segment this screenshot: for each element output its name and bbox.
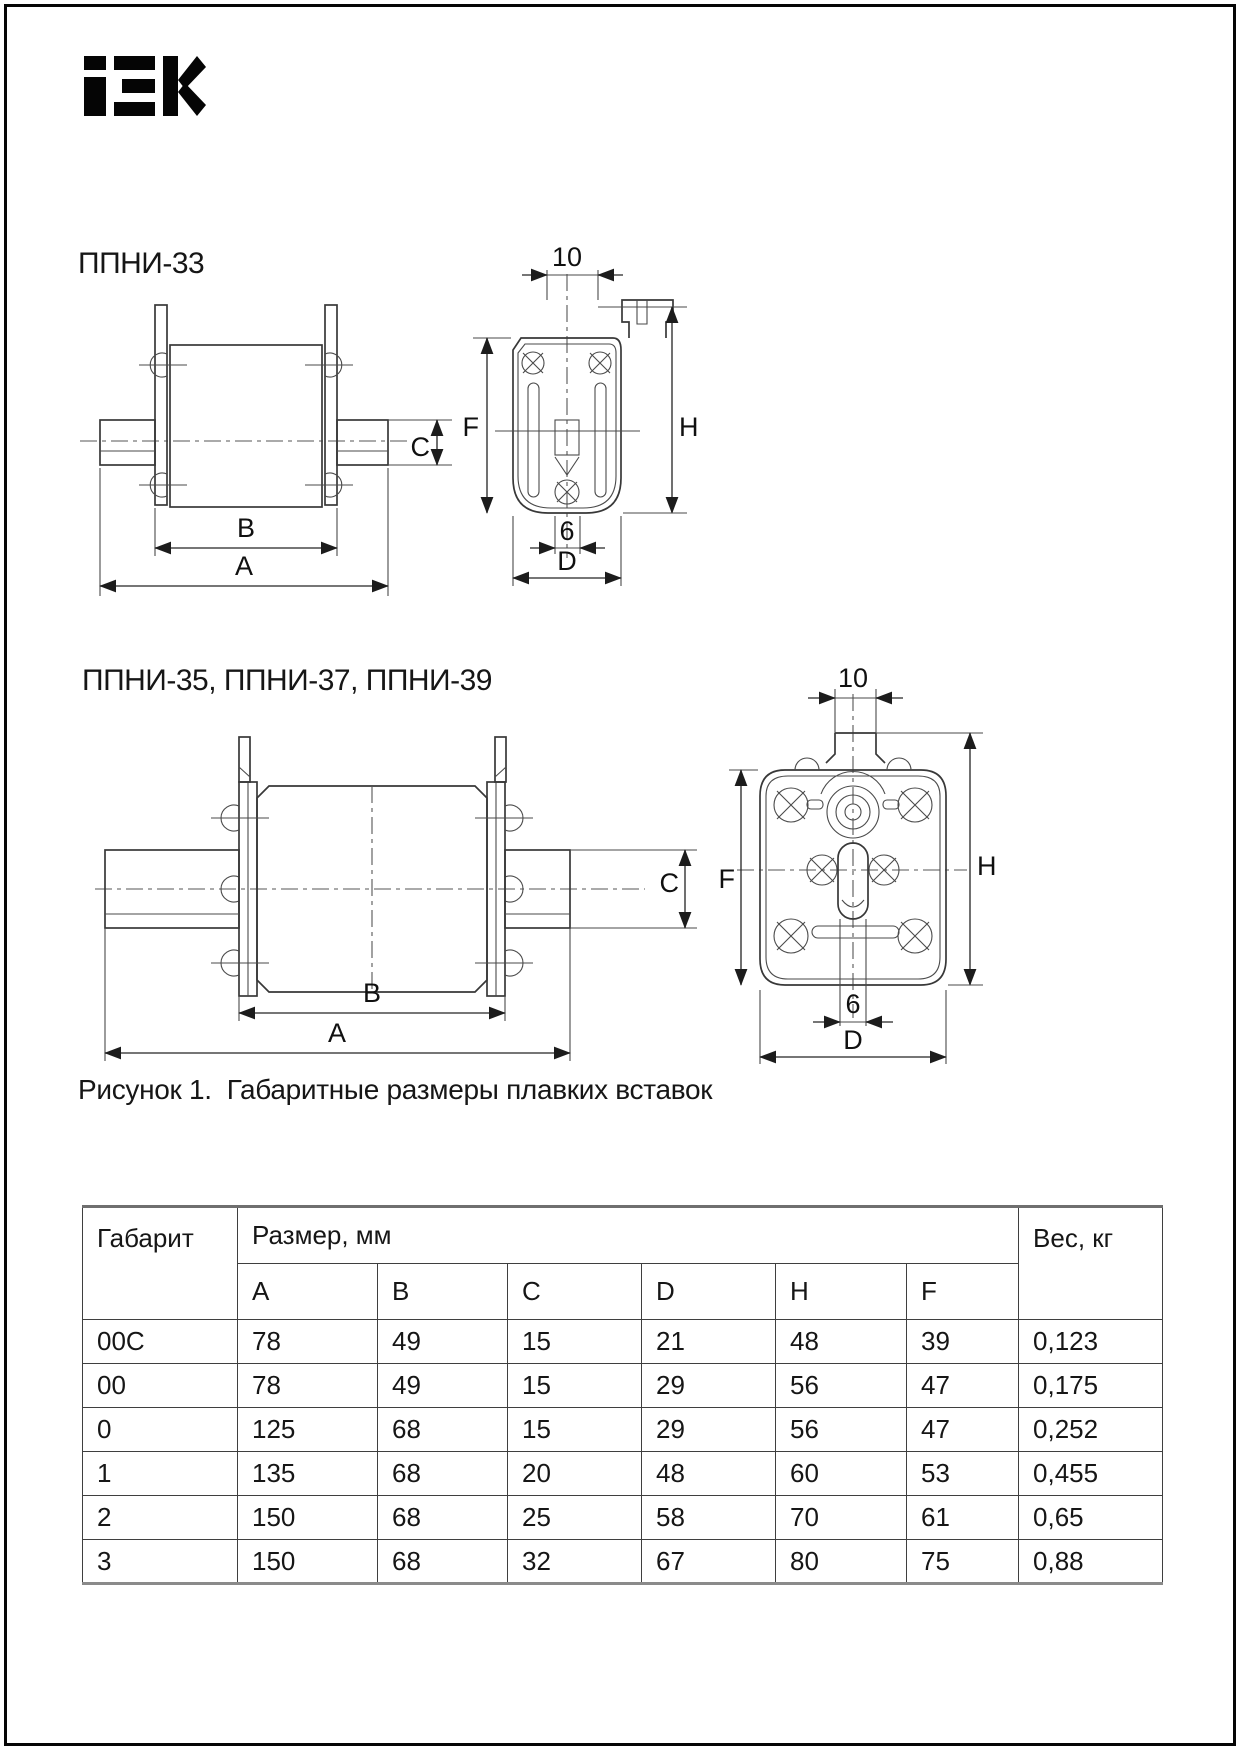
table-cell: 0,65	[1019, 1496, 1163, 1540]
col-header-h: H	[776, 1264, 907, 1320]
table-cell: 61	[907, 1496, 1019, 1540]
col-header-d: D	[642, 1264, 776, 1320]
table-cell: 58	[642, 1496, 776, 1540]
table-cell: 00C	[83, 1320, 238, 1364]
table-cell: 20	[508, 1452, 642, 1496]
table-cell: 56	[776, 1364, 907, 1408]
table-cell: 47	[907, 1364, 1019, 1408]
table-row	[83, 1496, 1163, 1540]
table-cell: 67	[642, 1540, 776, 1584]
table-cell: 68	[378, 1540, 508, 1584]
table-cell: 75	[907, 1540, 1019, 1584]
col-header-a: A	[238, 1264, 378, 1320]
ppni-33-side-view	[80, 305, 410, 507]
dim-label-d: D	[843, 1025, 863, 1055]
logo-e-mid	[122, 79, 155, 93]
table-cell: 125	[238, 1408, 378, 1452]
logo-k-upper	[178, 56, 206, 89]
dim-label-c: C	[659, 868, 679, 898]
table-cell: 15	[508, 1408, 642, 1452]
dim-label-10: 10	[551, 242, 583, 272]
table-cell: 0,123	[1019, 1320, 1163, 1364]
table-cell: 00	[83, 1364, 238, 1408]
ppni-35-front-view	[737, 694, 967, 1018]
figure-caption: Рисунок 1. Габаритные размеры плавких вставок	[78, 1074, 713, 1105]
table-cell: 0,252	[1019, 1408, 1163, 1452]
ppni-35-side-view	[95, 737, 645, 996]
table-cell: 47	[907, 1408, 1019, 1452]
table-row	[83, 1408, 1163, 1452]
logo-i-stem	[84, 77, 106, 116]
dim-label-6: 6	[559, 516, 575, 546]
table-cell: 2	[83, 1496, 238, 1540]
dim-label-c: C	[410, 432, 430, 462]
col-header-b: B	[378, 1264, 508, 1320]
dimensions-table	[82, 1205, 1163, 1585]
table-cell: 56	[776, 1408, 907, 1452]
col-header-c: C	[508, 1264, 642, 1320]
table-cell: 25	[508, 1496, 642, 1540]
table-cell: 80	[776, 1540, 907, 1584]
dim-label-a: A	[234, 551, 254, 581]
table-cell: 78	[238, 1364, 378, 1408]
logo-k-stem	[163, 56, 178, 116]
dim-label-h: H	[977, 851, 997, 881]
ppni-33-front-view	[495, 274, 673, 558]
dim-label-f: F	[462, 412, 479, 442]
ppni-33-dimensions	[100, 242, 699, 596]
header-row-1	[83, 1207, 1163, 1264]
table-cell: 29	[642, 1364, 776, 1408]
table-cell: 3	[83, 1540, 238, 1584]
table-cell: 49	[378, 1364, 508, 1408]
dim-label-f: F	[718, 864, 735, 894]
table-cell: 0	[83, 1408, 238, 1452]
section-title-ppni-33: ППНИ-33	[78, 247, 205, 280]
table-cell: 48	[642, 1452, 776, 1496]
table-cell: 0,175	[1019, 1364, 1163, 1408]
figure-ppni-33	[75, 240, 705, 600]
table-cell: 68	[378, 1496, 508, 1540]
dim-label-h: H	[679, 412, 699, 442]
table-cell: 0,88	[1019, 1540, 1163, 1584]
table-row	[83, 1364, 1163, 1408]
table-row	[83, 1452, 1163, 1496]
dim-label-6: 6	[845, 989, 861, 1019]
table-cell: 0,455	[1019, 1452, 1163, 1496]
table-cell: 49	[378, 1320, 508, 1364]
logo-e-top	[114, 56, 155, 70]
table-cell: 150	[238, 1540, 378, 1584]
table-cell: 68	[378, 1452, 508, 1496]
table-cell: 32	[508, 1540, 642, 1584]
logo-e-bottom	[114, 102, 155, 116]
dim-label-b: B	[236, 513, 256, 543]
col-header-weight: Вес, кг	[1019, 1207, 1163, 1320]
logo-i-dot	[84, 56, 106, 70]
table-cell: 39	[907, 1320, 1019, 1364]
table-row	[83, 1540, 1163, 1584]
table-cell: 53	[907, 1452, 1019, 1496]
table-cell: 78	[238, 1320, 378, 1364]
dim-label-10: 10	[837, 663, 869, 693]
table-cell: 1	[83, 1452, 238, 1496]
table-cell: 48	[776, 1320, 907, 1364]
table-cell: 150	[238, 1496, 378, 1540]
table-cell: 29	[642, 1408, 776, 1452]
col-header-f: F	[907, 1264, 1019, 1320]
table-cell: 70	[776, 1496, 907, 1540]
table-cell: 135	[238, 1452, 378, 1496]
header-row-2	[83, 1264, 1163, 1320]
col-header-gabarit: Габарит	[83, 1207, 238, 1320]
logo-k-lower	[178, 83, 206, 116]
table-cell: 21	[642, 1320, 776, 1364]
table-cell: 15	[508, 1364, 642, 1408]
section-title-ppni-35-37-39: ППНИ-35, ППНИ-37, ППНИ-39	[82, 664, 492, 697]
figure-ppni-35-37-39	[85, 660, 1000, 1075]
iek-logo	[84, 56, 206, 116]
dim-label-a: A	[327, 1018, 347, 1048]
table-row	[83, 1320, 1163, 1364]
table-cell: 68	[378, 1408, 508, 1452]
dim-label-b: B	[362, 978, 382, 1008]
col-header-size-group: Размер, мм	[238, 1207, 1019, 1264]
dim-label-d: D	[557, 546, 577, 576]
table-cell: 60	[776, 1452, 907, 1496]
table-cell: 15	[508, 1320, 642, 1364]
